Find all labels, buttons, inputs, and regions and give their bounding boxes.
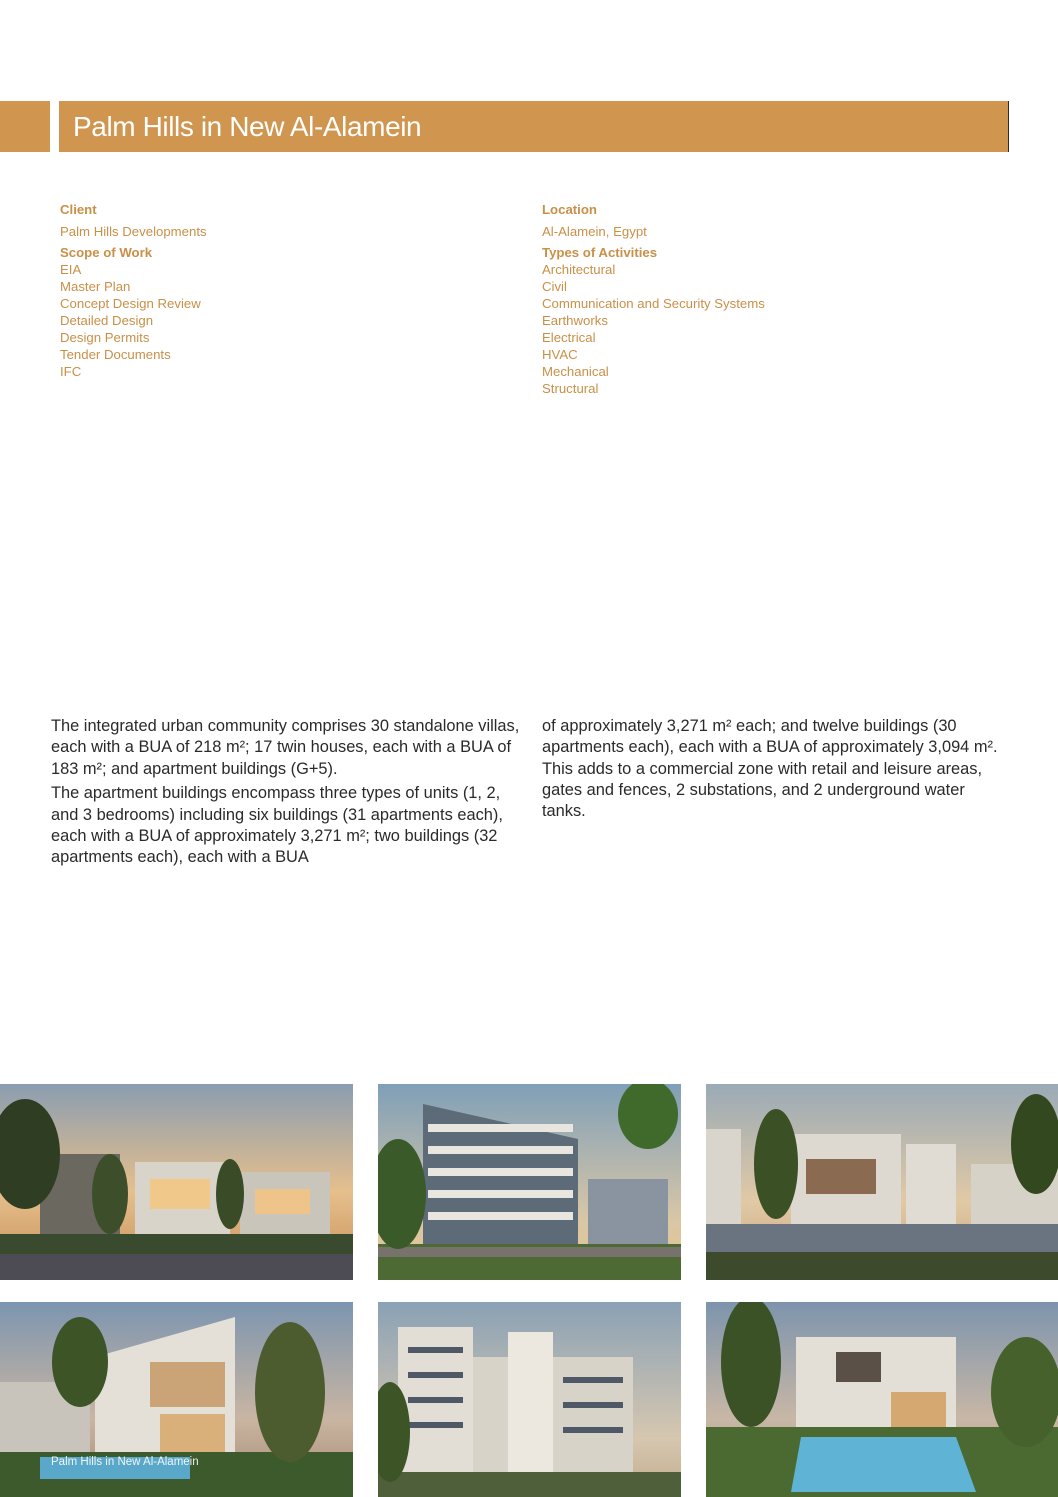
scope-item: Concept Design Review [60,296,201,311]
scope-item: IFC [60,364,82,379]
location-value: Al-Alamein, Egypt [542,224,647,239]
description-left [51,716,521,872]
activity-item: Earthworks [542,313,608,328]
activities-list [542,261,962,397]
client-value: Palm Hills Developments [60,224,207,239]
scope-item: EIA [60,262,82,277]
scope-item: Design Permits [60,330,150,345]
description-paragraph: of approximately 3,271 m² each; and twelve buildings (30 apartments each), each with a BUA of approximately 3,094 m². This adds to a commercial zone with retail and leisure areas, gates and fences, 2 substations, and 2 underground water tanks. [542,717,998,821]
scope-list [60,261,480,380]
header-banner [59,101,1008,152]
activities-label: Types of Activities [542,245,658,260]
client-label: Client [60,202,97,217]
scope-label: Scope of Work [60,245,153,260]
activity-item: Structural [542,381,599,396]
page-title: Palm Hills in New Al-Alamein [73,111,422,142]
activity-item: HVAC [542,347,578,362]
apartment-block-render [378,1302,681,1497]
scope-item: Detailed Design [60,313,154,328]
activity-item: Electrical [542,330,596,345]
project-info-right [542,199,962,397]
apartment-building-render [378,1084,681,1280]
gallery-caption: Palm Hills in New Al-Alamein [51,1456,199,1468]
scope-item: Tender Documents [60,347,171,362]
header-accent-block [0,101,50,152]
activity-item: Civil [542,279,567,294]
project-info-left [60,199,480,380]
villa-dusk-render [0,1084,353,1280]
description-right [542,716,1012,826]
activity-item: Communication and Security Systems [542,296,765,311]
activity-item: Architectural [542,262,616,277]
location-label: Location [542,202,597,217]
activity-item: Mechanical [542,364,609,379]
scope-item: Master Plan [60,279,131,294]
villa-pool-evening-render [706,1302,1058,1497]
description-paragraph: The apartment buildings encompass three types of units (1, 2, and 3 bedrooms) including six buildings (31 apartments each), each with a BUA of approximately 3,271 m²; two buildings (32 apartments each), each with a BUA [51,784,503,867]
description-paragraph: The integrated urban community comprises 30 standalone villas, each with a BUA of 218 m²; 17 twin houses, each with a BUA of 183 m²; and apartment buildings (G+5). [51,717,520,778]
twin-house-street-render [706,1084,1058,1280]
